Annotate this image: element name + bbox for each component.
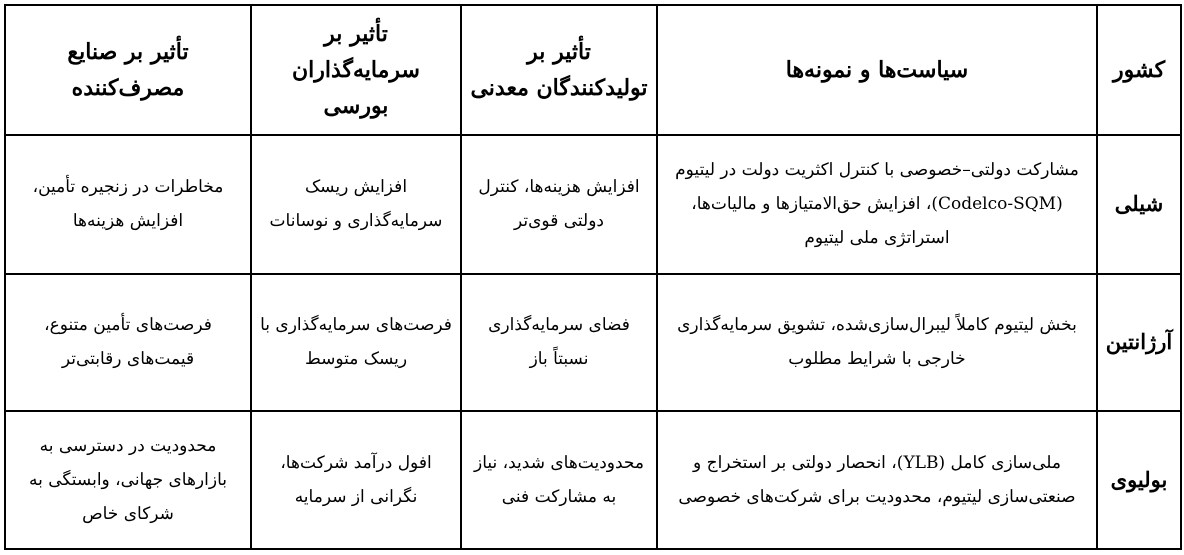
cell-country: شیلی [1097, 135, 1181, 274]
header-producers: تأثیر بر تولیدکنندگان معدنی [461, 5, 657, 135]
table-row [5, 274, 1181, 412]
cell-consumers: مخاطرات در زنجیره تأمین، افزایش هزینه‌ها [5, 135, 251, 274]
header-country: کشور [1097, 5, 1181, 135]
cell-producers: فضای سرمایه‌گذاری نسبتاً باز [461, 274, 657, 412]
header-consumers: تأثیر بر صنایع مصرف‌کننده [5, 5, 251, 135]
table-row [5, 411, 1181, 549]
cell-country: بولیوی [1097, 411, 1181, 549]
header-policies: سیاست‌ها و نمونه‌ها [657, 5, 1097, 135]
cell-consumers: فرصت‌های تأمین متنوع، قیمت‌های رقابتی‌تر [5, 274, 251, 412]
lithium-policy-table [4, 4, 1182, 550]
cell-producers: محدودیت‌های شدید، نیاز به مشارکت فنی [461, 411, 657, 549]
cell-producers: افزایش هزینه‌ها، کنترل دولتی قوی‌تر [461, 135, 657, 274]
cell-investors: افزایش ریسک سرمایه‌گذاری و نوسانات [251, 135, 461, 274]
table-row [5, 135, 1181, 274]
table-header-row [5, 5, 1181, 135]
header-investors: تأثیر بر سرمایه‌گذاران بورسی [251, 5, 461, 135]
cell-policies: مشارکت دولتی–خصوصی با کنترل اکثریت دولت در لیتیوم (Codelco-SQM)، افزایش حق‌الامتیازها و مالیات‌ها، استراتژی ملی لیتیوم [657, 135, 1097, 274]
cell-investors: افول درآمد شرکت‌ها، نگرانی از سرمایه [251, 411, 461, 549]
cell-country: آرژانتین [1097, 274, 1181, 412]
cell-consumers: محدودیت در دسترسی به بازارهای جهانی، وابستگی به شرکای خاص [5, 411, 251, 549]
cell-policies: ملی‌سازی کامل (YLB)، انحصار دولتی بر استخراج و صنعتی‌سازی لیتیوم، محدودیت برای شرکت‌های خصوصی [657, 411, 1097, 549]
cell-policies: بخش لیتیوم کاملاً لیبرال‌سازی‌شده، تشویق سرمایه‌گذاری خارجی با شرایط مطلوب [657, 274, 1097, 412]
cell-investors: فرصت‌های سرمایه‌گذاری با ریسک متوسط [251, 274, 461, 412]
